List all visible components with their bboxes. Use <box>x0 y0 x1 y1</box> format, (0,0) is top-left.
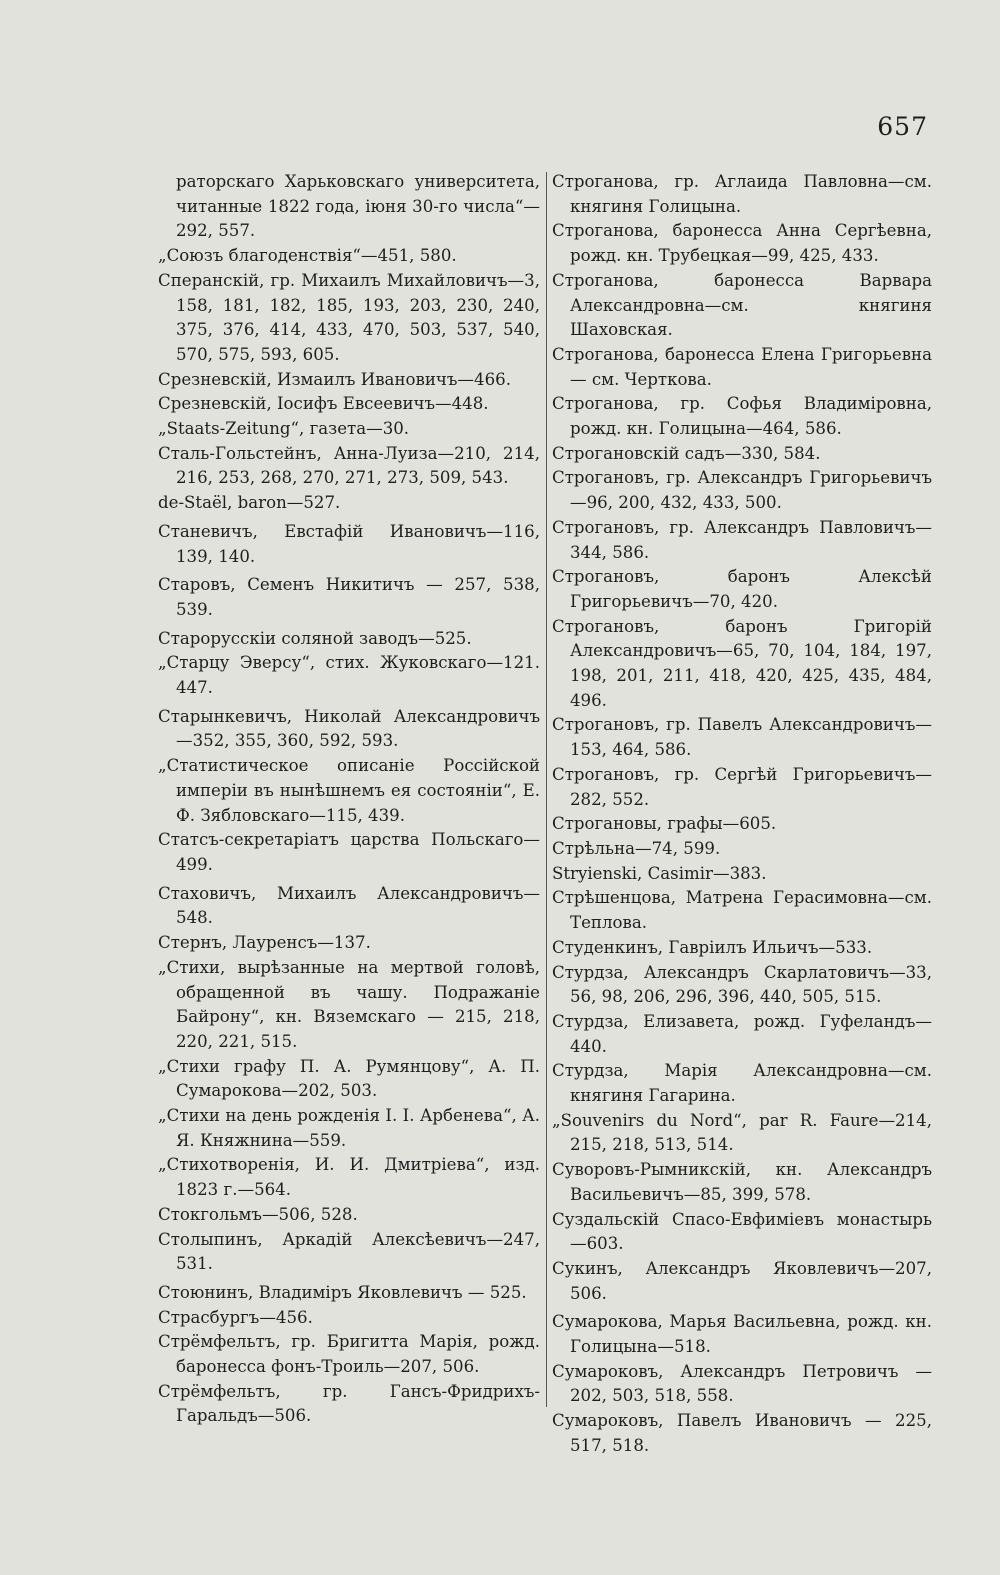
index-entry: Сталь-Гольстейнъ, Анна-Луиза—210, 214, 216, 253, 268, 270, 271, 273, 509, 543. <box>158 443 540 488</box>
index-entry: Стрѣшенцова, Матрена Герасимовна—см. Теплова. <box>552 888 932 933</box>
index-entry: Строганова, баронесса Варвара Александровна—см. княгиня Шаховская. <box>552 270 932 340</box>
index-entry: Стоюнинъ, Владиміръ Яковлевичъ — 525. <box>158 1282 527 1302</box>
index-entry: Строгановъ, гр. Александръ Павловичъ—344, 586. <box>552 517 932 562</box>
index-entry: Стаховичъ, Михаилъ Александровичъ—548. <box>158 883 540 928</box>
index-entry: Строгановъ, баронъ Григорій Александровичъ—65, 70, 104, 184, 197, 198, 201, 211, 418, 420, 425, 435, 484, 496. <box>552 616 932 710</box>
index-entry: Стурдза, Александръ Скарлатовичъ—33, 56, 98, 206, 296, 396, 440, 505, 515. <box>552 962 932 1007</box>
index-entry: Студенкинъ, Гавріилъ Ильичъ—533. <box>552 937 873 957</box>
index-entry: Сперанскій, гр. Михаилъ Михайловичъ—3, 158, 181, 182, 185, 193, 203, 230, 240, 375, 376, 414, 433, 470, 503, 537, 540, 570, 575, 593, 605. <box>158 270 540 364</box>
index-entry: Столыпинъ, Аркадій Алексѣевичъ—247, 531. <box>158 1229 540 1274</box>
index-entry: Суздальскій Спасо-Евфиміевъ монастырь—603. <box>552 1209 932 1254</box>
left-column <box>158 170 540 1429</box>
index-entry: Старорусскіи соляной заводъ—525. <box>158 628 472 648</box>
index-entry: „Статистическое описаніе Россійской имперіи въ нынѣшнемъ ея состояніи“, Е. Ф. Зябловскаго—115, 439. <box>158 756 540 825</box>
index-entry: Станевичъ, Евстафій Ивановичъ—116, 139, 140. <box>158 521 540 566</box>
index-entry: Стрёмфельтъ, гр. Бригитта Марія, рожд. баронесса фонъ-Троиль—207, 506. <box>158 1332 540 1377</box>
index-entry: Строганова, баронесса Елена Григорьевна — см. Черткова. <box>552 344 932 389</box>
index-entry: Старынкевичъ, Николай Александровичъ—352, 355, 360, 592, 593. <box>158 706 540 751</box>
index-entry: „Стихи на день рожденія І. І. Арбенева“, А. Я. Княжнина—559. <box>158 1106 540 1150</box>
index-entry: „Старцу Эверсу“, стих. Жуковскаго—121. 447. <box>158 653 540 698</box>
index-entry: „Staats-Zeitung“, газета—30. <box>158 419 410 439</box>
index-entry: Стернъ, Лауренсъ—137. <box>158 933 371 953</box>
index-entry: Сумароковъ, Александръ Петровичъ — 202, 503, 518, 558. <box>552 1361 932 1406</box>
index-entry: Строганова, гр. Аглаида Павловна—см. княгиня Голицына. <box>552 172 932 216</box>
index-entry: Строгановъ, гр. Сергѣй Григорьевичъ—282, 552. <box>552 764 932 809</box>
index-entry: „Souvenirs du Nord“, par R. Faure—214, 215, 218, 513, 514. <box>552 1110 932 1155</box>
index-entry: Сумароковъ, Павелъ Ивановичъ — 225, 517, 518. <box>552 1411 932 1455</box>
index-entry: „Стихи графу П. А. Румянцову“, А. П. Сумарокова—202, 503. <box>158 1056 540 1101</box>
index-entry: Строгановъ, гр. Павелъ Александровичъ—153, 464, 586. <box>552 715 932 760</box>
index-entry: Стрёмфельтъ, гр. Гансъ-Фридрихъ-Гаральдъ—506. <box>158 1381 540 1426</box>
index-entry: „Союзъ благоденствія“—451, 580. <box>158 246 457 266</box>
index-entry: Сумарокова, Марья Васильевна, рожд. кн. Голицына—518. <box>552 1312 932 1357</box>
index-entry: „Стихотворенія, И. И. Дмитріева“, изд. 1823 г.—564. <box>158 1155 540 1200</box>
index-entry: Страсбургъ—456. <box>158 1307 313 1327</box>
page-number: 657 <box>877 112 928 141</box>
index-entry: Стурдза, Марія Александровна—см. княгиня Гагарина. <box>552 1061 932 1106</box>
index-entry: Статсъ-секретаріатъ царства Польскаго—499. <box>158 830 540 874</box>
right-column <box>552 170 932 1459</box>
index-entry: „Стихи, вырѣзанные на мертвой головѣ, обращенной въ чашу. Подражаніе Байрону“, кн. Вяземскаго — 215, 218, 220, 221, 515. <box>158 957 540 1051</box>
index-entry: Срезневскій, Измаилъ Ивановичъ—466. <box>158 369 511 389</box>
index-entry: Строгановы, графы—605. <box>552 814 777 834</box>
index-entry: Стрѣльна—74, 599. <box>552 838 721 858</box>
index-entry: Старовъ, Семенъ Никитичъ — 257, 538, 539. <box>158 575 540 619</box>
index-entry: de-Staël, baron—527. <box>158 493 341 513</box>
index-entry: раторскаго Харьковскаго университета, читанные 1822 года, іюня 30-го числа“—292, 557. <box>176 172 540 241</box>
index-entry: Стурдза, Елизавета, рожд. Гуфеландъ—440. <box>552 1011 932 1056</box>
index-entry: Суворовъ-Рымникскій, кн. Александръ Васильевичъ—85, 399, 578. <box>552 1160 932 1204</box>
index-entry: Срезневскій, Іосифъ Евсеевичъ—448. <box>158 394 489 414</box>
index-entry: Стокгольмъ—506, 528. <box>158 1204 358 1224</box>
index-entry: Строгановъ, гр. Александръ Григорьевичъ—96, 200, 432, 433, 500. <box>552 468 932 513</box>
index-entry: Строганова, баронесса Анна Сергѣевна, рожд. кн. Трубецкая—99, 425, 433. <box>552 221 932 266</box>
column-divider <box>546 172 547 1407</box>
index-entry: Строганова, гр. Софья Владиміровна, рожд. кн. Голицына—464, 586. <box>552 394 932 439</box>
index-entry: Stryienski, Casimir—383. <box>552 863 767 883</box>
index-entry: Строгановъ, баронъ Алексѣй Григорьевичъ—70, 420. <box>552 567 932 611</box>
index-entry: Строгановскій садъ—330, 584. <box>552 443 821 463</box>
index-entry: Сукинъ, Александръ Яковлевичъ—207, 506. <box>552 1258 932 1303</box>
